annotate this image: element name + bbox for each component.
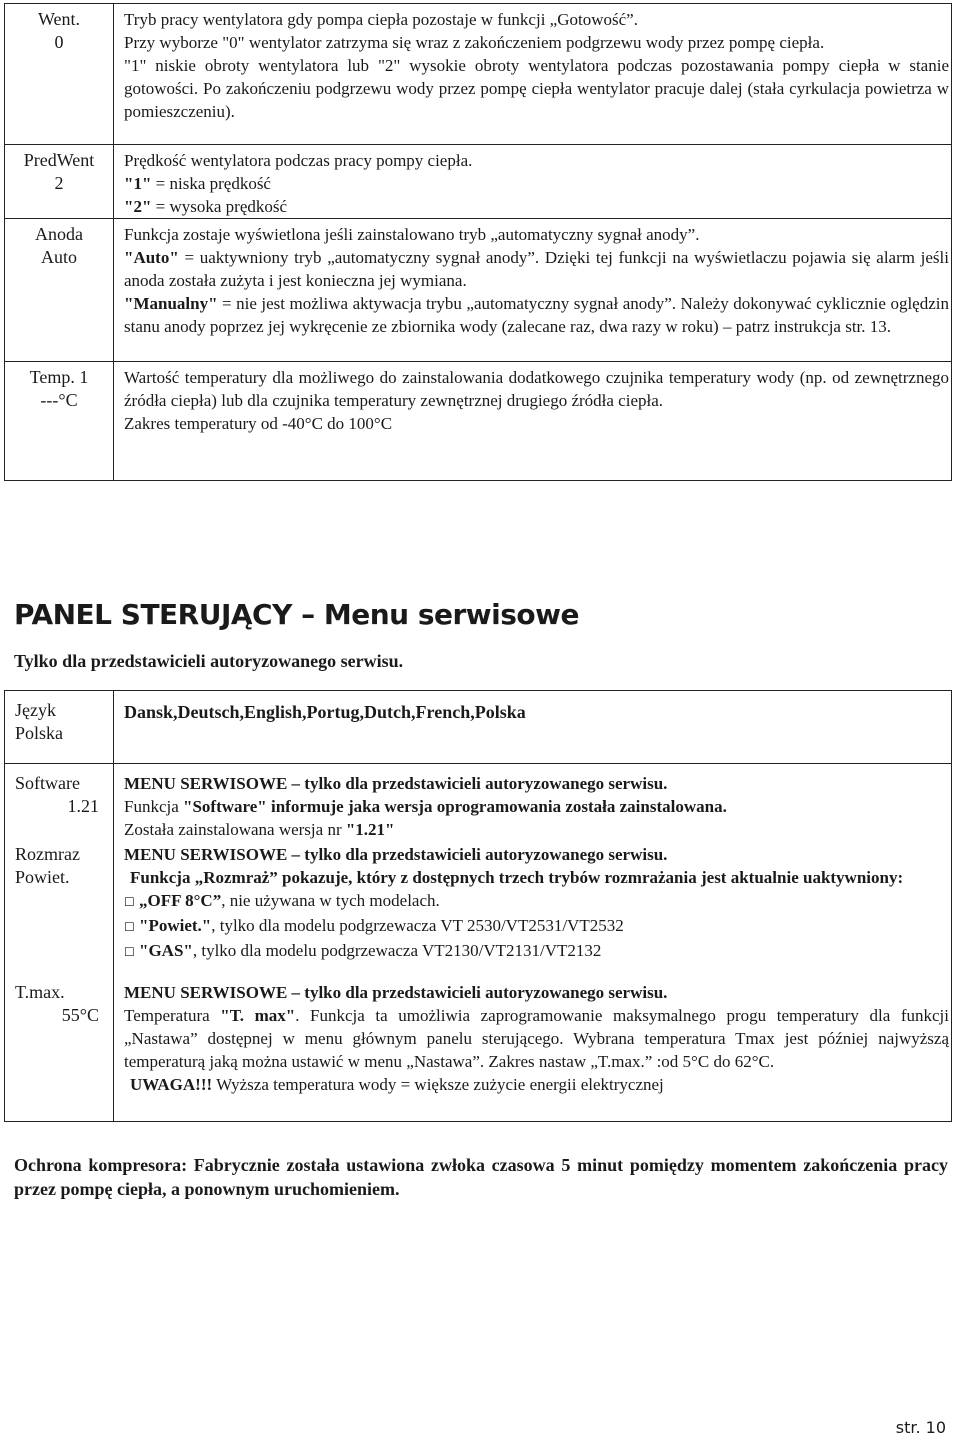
table-row bbox=[5, 979, 952, 1122]
option-item: ☐ „OFF 8°C”, nie używana w tych modelach. bbox=[124, 891, 440, 910]
compressor-protection-note: Ochrona kompresora: Fabrycznie została ustawiona zwłoka czasowa 5 minut pomiędzy momentem zakończenia pracy przez pompę ciepła, a ponownym uruchomieniem. bbox=[14, 1155, 948, 1199]
setting-label-cell bbox=[5, 219, 114, 362]
setting-label-cell bbox=[5, 841, 114, 979]
desc-line: Prędkość wentylatora podczas pracy pompy ciepła. bbox=[124, 151, 473, 170]
setting-value: ---°C bbox=[40, 390, 78, 410]
desc-line: Przy wyborze "0" wentylator zatrzyma się wraz z zakończeniem podgrzewu wody przez pompę ciepła. bbox=[124, 33, 825, 52]
desc-line: "1" niskie obroty wentylatora lub "2" wysokie obroty wentylatora podczas pozostawania pompy ciepła w stanie gotowości. Po zakończeniu podgrzewu wody przez pompę ciepła wentylator pracuje dalej (stała cyrkulacja powietrza w pomieszczeniu). bbox=[124, 56, 949, 121]
desc-line: "Manualny" = nie jest możliwa aktywacja trybu „automatyczny sygnał anody”. Należy dokonywać cyklicznie oględzin stanu anody poprzez jej wykręcenie ze zbiornika wody (zalecane raz, dwa razy w roku) – patrz instrukcja str. 13. bbox=[124, 294, 949, 336]
setting-description-cell bbox=[114, 362, 952, 481]
desc-line: MENU SERWISOWE – tylko dla przedstawicieli autoryzowanego serwisu. bbox=[124, 774, 668, 793]
setting-value: 55°C bbox=[61, 1005, 99, 1025]
language-list: Dansk,Deutsch,English,Portug,Dutch,French,Polska bbox=[124, 702, 526, 722]
desc-line: Temperatura "T. max". Funkcja ta umożliwia zaprogramowanie maksymalnego progu temperatury dla funkcji „Nastawa” dostępnej w menu głównym panelu sterującego. Wybrana temperatura Tmax jest później najwyższą temperaturą jaką można ustawić w menu „Nastawa”. Zakres nastaw „T.max.” :od 5°C do 62°C. bbox=[124, 1006, 950, 1071]
setting-value: Auto bbox=[41, 247, 77, 267]
desc-line: Funkcja „Rozmraż” pokazuje, który z dostępnych trzech trybów rozmrażania jest aktualnie uaktywniony: bbox=[130, 868, 904, 887]
setting-value: 2 bbox=[54, 173, 64, 193]
option-item: ☐ "GAS", tylko dla modelu podgrzewacza VT2130/VT2131/VT2132 bbox=[124, 941, 602, 960]
section-subtitle: Tylko dla przedstawicieli autoryzowanego serwisu. bbox=[14, 651, 404, 671]
setting-label-cell bbox=[5, 4, 114, 145]
desc-line: Funkcja zostaje wyświetlona jeśli zainstalowano tryb „automatyczny sygnał anody”. bbox=[124, 225, 700, 244]
option-item: ☐ "Powiet.", tylko dla modelu podgrzewacza VT 2530/VT2531/VT2532 bbox=[124, 916, 624, 935]
desc-line: Wartość temperatury dla możliwego do zainstalowania dodatkowego czujnika temperatury wody (np. od zewnętrznego źródła ciepła) lub dla czujnika temperatury zewnętrznej drugiego źródła ciepła. bbox=[124, 368, 949, 410]
setting-name: Temp. 1 bbox=[29, 367, 89, 387]
setting-description-cell bbox=[114, 219, 952, 362]
setting-name: PredWent bbox=[23, 150, 95, 170]
table-row bbox=[5, 764, 952, 842]
setting-value: 1.21 bbox=[67, 796, 99, 816]
setting-name: Rozmraz bbox=[15, 844, 80, 864]
setting-label-cell bbox=[5, 764, 114, 842]
desc-line: Funkcja "Software" informuje jaka wersja oprogramowania została zainstalowana. bbox=[124, 797, 727, 816]
desc-line: Zakres temperatury od -40°C do 100°C bbox=[124, 414, 393, 433]
desc-line: MENU SERWISOWE – tylko dla przedstawicieli autoryzowanego serwisu. bbox=[124, 983, 668, 1002]
setting-label-cell bbox=[5, 691, 114, 764]
bullet-icon: ☐ bbox=[124, 920, 135, 934]
desc-line: "2" = wysoka prędkość bbox=[124, 197, 288, 216]
table-row bbox=[5, 362, 952, 481]
table-row bbox=[5, 4, 952, 145]
setting-name: Software bbox=[15, 773, 80, 793]
settings-table bbox=[4, 3, 952, 481]
setting-value: 0 bbox=[54, 32, 64, 52]
setting-description-cell bbox=[114, 691, 952, 764]
setting-description-cell bbox=[114, 979, 952, 1122]
setting-description-cell bbox=[114, 764, 952, 842]
desc-line: "Auto" = uaktywniony tryb „automatyczny sygnał anody”. Dzięki tej funkcji na wyświetlaczu pojawia się alarm jeśli anoda została zużyta i jest konieczna jej wymiana. bbox=[124, 248, 949, 290]
setting-name: T.max. bbox=[15, 982, 65, 1002]
desc-line: "1" = niska prędkość bbox=[124, 174, 271, 193]
setting-description-cell bbox=[114, 4, 952, 145]
setting-name: Anoda bbox=[35, 224, 83, 244]
setting-label-cell bbox=[5, 979, 114, 1122]
page-number: str. 10 bbox=[895, 1418, 946, 1437]
bullet-icon: ☐ bbox=[124, 895, 135, 909]
service-menu-table bbox=[4, 690, 952, 1122]
setting-value: Powiet. bbox=[15, 867, 70, 887]
desc-line: Została zainstalowana wersja nr "1.21" bbox=[124, 820, 395, 839]
bullet-icon: ☐ bbox=[124, 945, 135, 959]
setting-name: Język bbox=[15, 700, 56, 720]
setting-description-cell bbox=[114, 145, 952, 219]
desc-line: MENU SERWISOWE – tylko dla przedstawicieli autoryzowanego serwisu. bbox=[124, 845, 668, 864]
setting-label-cell bbox=[5, 362, 114, 481]
setting-description-cell bbox=[114, 841, 952, 979]
desc-line: Tryb pracy wentylatora gdy pompa ciepła pozostaje w funkcji „Gotowość”. bbox=[124, 10, 638, 29]
setting-value: Polska bbox=[15, 723, 64, 743]
table-row bbox=[5, 219, 952, 362]
section-title: PANEL STERUJĄCY – Menu serwisowe bbox=[14, 598, 580, 631]
table-row bbox=[5, 145, 952, 219]
warning-line: UWAGA!!! Wyższa temperatura wody = większe zużycie energii elektrycznej bbox=[130, 1075, 664, 1094]
table-row bbox=[5, 691, 952, 764]
setting-label-cell bbox=[5, 145, 114, 219]
setting-name: Went. bbox=[37, 9, 81, 29]
table-row bbox=[5, 841, 952, 979]
